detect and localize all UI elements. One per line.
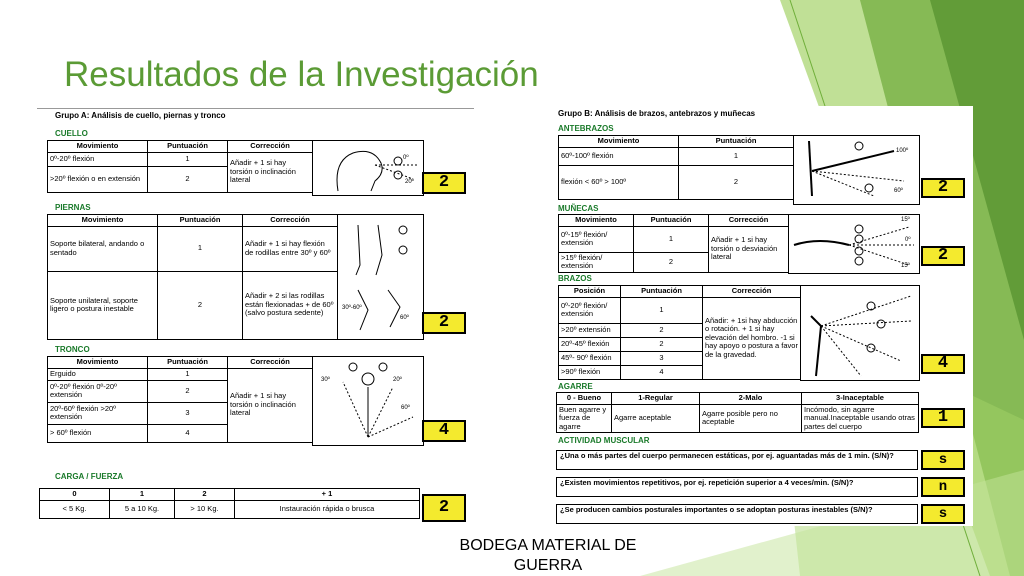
slide-title: Resultados de la Investigación	[64, 55, 539, 94]
table-cell: flexión < 60º > 100º	[559, 165, 679, 199]
table-cell: Erguido	[48, 368, 148, 380]
brazos-score-box: 4	[921, 354, 965, 374]
trunk-diagram	[312, 356, 424, 446]
column-header: Movimiento	[559, 136, 679, 148]
table-cell: Añadir + 1 si hay torsión o inclinación lateral	[228, 368, 313, 442]
column-header: 0	[40, 489, 110, 501]
question-repetitive: ¿Existen movimientos repetitivos, por ej. repetición superior a 4 veces/min. (S/N)?	[556, 477, 918, 497]
column-header: 1-Regular	[612, 393, 700, 405]
table-cell: Añadir + 1 si hay flexión de rodillas entre 30º y 60º	[243, 226, 338, 271]
column-header: Corrección	[709, 215, 789, 227]
table-cell: 2	[679, 165, 794, 199]
table-cell: 4	[148, 424, 228, 442]
agarre-label: AGARRE	[558, 382, 593, 391]
angle-label: 100º	[896, 148, 909, 154]
angle-label: 20º	[405, 179, 414, 185]
column-header: Puntuación	[634, 215, 709, 227]
table-cell: Agarre aceptable	[612, 404, 700, 433]
carga-table	[39, 488, 420, 519]
angle-label: 20º	[393, 377, 402, 383]
table-cell: 2	[148, 166, 228, 192]
angle-label: 15º	[901, 263, 910, 269]
table-cell: 20º-45º flexión	[559, 337, 621, 351]
column-header: Puntuación	[679, 136, 794, 148]
group-b-title: Grupo B: Análisis de brazos, antebrazos y muñecas	[558, 109, 756, 118]
table-cell: > 10 Kg.	[175, 500, 235, 518]
table-cell: 0º-20º flexión	[48, 152, 148, 166]
munecas-label: MUÑECAS	[558, 204, 599, 213]
table-cell: Soporte bilateral, andando o sentado	[48, 226, 158, 271]
column-header: 3-Inaceptable	[802, 393, 919, 405]
tronco-score-box: 4	[422, 420, 466, 442]
slide-footer	[448, 536, 648, 576]
table-cell: 2	[634, 252, 709, 272]
table-cell: Incómodo, sin agarre manual.Inaceptable usando otras partes del cuerpo	[802, 404, 919, 433]
table-cell: 5 a 10 Kg.	[110, 500, 175, 518]
table-cell: 60º-100º flexión	[559, 147, 679, 165]
question-static: ¿Una o más partes del cuerpo permanecen estáticas, por ej. aguantadas más de 1 min. (S/N)?	[556, 450, 918, 470]
column-header: Posición	[559, 286, 621, 298]
table-cell: 20º-60º flexión >20º extensión	[48, 402, 148, 424]
column-header: Puntuación	[621, 286, 703, 298]
column-header: Puntuación	[148, 141, 228, 153]
column-header: 2	[175, 489, 235, 501]
antebrazos-label: ANTEBRAZOS	[558, 124, 614, 133]
table-cell: 2	[158, 271, 243, 339]
agarre-score-box: 1	[921, 408, 965, 428]
column-header: Corrección	[243, 215, 338, 227]
group-a-panel	[37, 106, 474, 526]
column-header: Puntuación	[148, 357, 228, 369]
question-postural: ¿Se producen cambios posturales importantes o se adoptan posturas inestables (S/N)?	[556, 504, 918, 524]
table-cell: Buen agarre y fuerza de agarre	[557, 404, 612, 433]
table-cell: 2	[621, 337, 703, 351]
table-cell: Añadir + 1 si hay torsión o desviación lateral	[709, 226, 789, 272]
column-header: 1	[110, 489, 175, 501]
piernas-score-box: 2	[422, 312, 466, 334]
tronco-label: TRONCO	[55, 345, 90, 354]
table-cell: 1	[148, 152, 228, 166]
table-cell: 1	[621, 297, 703, 323]
table-cell: >20º flexión o en extensión	[48, 166, 148, 192]
carga-score-box: 2	[422, 494, 466, 522]
table-cell: Agarre posible pero no aceptable	[700, 404, 802, 433]
antebrazos-table	[558, 135, 794, 200]
group-a-title: Grupo A: Análisis de cuello, piernas y tronco	[55, 111, 226, 120]
carga-label: CARGA / FUERZA	[55, 472, 124, 481]
table-cell: Añadir: + 1si hay abducción o rotación. + 1 si hay elevación del hombro. -1 si hay apoyo o postura a favor de la gravedad.	[703, 297, 801, 379]
column-header: Corrección	[228, 357, 313, 369]
table-cell: >20º extensión	[559, 323, 621, 337]
arm-diagram	[800, 285, 920, 381]
piernas-table	[47, 214, 338, 340]
table-cell: 0º-20º flexión/ extensión	[559, 297, 621, 323]
brazos-table	[558, 285, 801, 380]
angle-label: 15º	[901, 217, 910, 223]
munecas-score-box: 2	[921, 246, 965, 266]
cuello-table	[47, 140, 313, 193]
repetitive-answer-box: n	[921, 477, 965, 497]
table-cell: < 5 Kg.	[40, 500, 110, 518]
column-header: Movimiento	[48, 357, 148, 369]
table-cell: Añadir + 1 si hay torsión o inclinación lateral	[228, 152, 313, 192]
table-cell: 1	[679, 147, 794, 165]
static-answer-box: s	[921, 450, 965, 470]
cuello-label: CUELLO	[55, 129, 88, 138]
forearm-diagram	[793, 135, 920, 205]
column-header: Movimiento	[48, 215, 158, 227]
column-header: + 1	[235, 489, 420, 501]
legs-diagram	[337, 214, 424, 340]
table-cell: 0º-15º flexión/ extensión	[559, 226, 634, 252]
tronco-table	[47, 356, 313, 443]
table-cell: >90º flexión	[559, 365, 621, 379]
table-cell: Soporte unilateral, soporte ligero o postura inestable	[48, 271, 158, 339]
table-cell: 2	[621, 323, 703, 337]
angle-label: 60º	[401, 405, 410, 411]
table-cell: 4	[621, 365, 703, 379]
table-cell: 3	[148, 402, 228, 424]
column-header: 0 - Bueno	[557, 393, 612, 405]
neck-diagram	[312, 140, 424, 196]
wrist-diagram	[788, 214, 920, 274]
divider	[37, 108, 474, 109]
piernas-label: PIERNAS	[55, 203, 91, 212]
table-cell: 1	[634, 226, 709, 252]
agarre-table	[556, 392, 919, 433]
footer-line-2: GUERRA	[513, 557, 583, 574]
footer-line-1: BODEGA MATERIAL DE	[459, 537, 637, 554]
table-cell: > 60º flexión	[48, 424, 148, 442]
actividad-label: ACTIVIDAD MUSCULAR	[558, 436, 650, 445]
table-cell: 1	[158, 226, 243, 271]
table-cell: Instauración rápida o brusca	[235, 500, 420, 518]
table-cell: 0º-20º flexión 0º-20º extensión	[48, 380, 148, 402]
table-cell: 3	[621, 351, 703, 365]
column-header: Movimiento	[559, 215, 634, 227]
antebrazos-score-box: 2	[921, 178, 965, 198]
angle-label: 30º	[321, 377, 330, 383]
angle-label: 60º	[894, 188, 903, 194]
column-header: Corrección	[703, 286, 801, 298]
column-header: 2-Malo	[700, 393, 802, 405]
cuello-score-box: 2	[422, 172, 466, 194]
angle-label: 0º	[403, 155, 409, 161]
angle-label: 0º	[905, 237, 911, 243]
munecas-table	[558, 214, 789, 273]
column-header: Corrección	[228, 141, 313, 153]
angle-label: 30º-60º	[342, 305, 362, 311]
table-cell: >15º flexión/ extensión	[559, 252, 634, 272]
column-header: Movimiento	[48, 141, 148, 153]
angle-label: 60º	[400, 315, 409, 321]
postural-answer-box: s	[921, 504, 965, 524]
table-cell: 2	[148, 380, 228, 402]
table-cell: 45º- 90º flexión	[559, 351, 621, 365]
table-cell: Añadir + 2 si las rodillas están flexionadas + de 60º (salvo postura sedente)	[243, 271, 338, 339]
brazos-label: BRAZOS	[558, 274, 592, 283]
column-header: Puntuación	[158, 215, 243, 227]
group-b-panel	[553, 106, 973, 526]
table-cell: 1	[148, 368, 228, 380]
